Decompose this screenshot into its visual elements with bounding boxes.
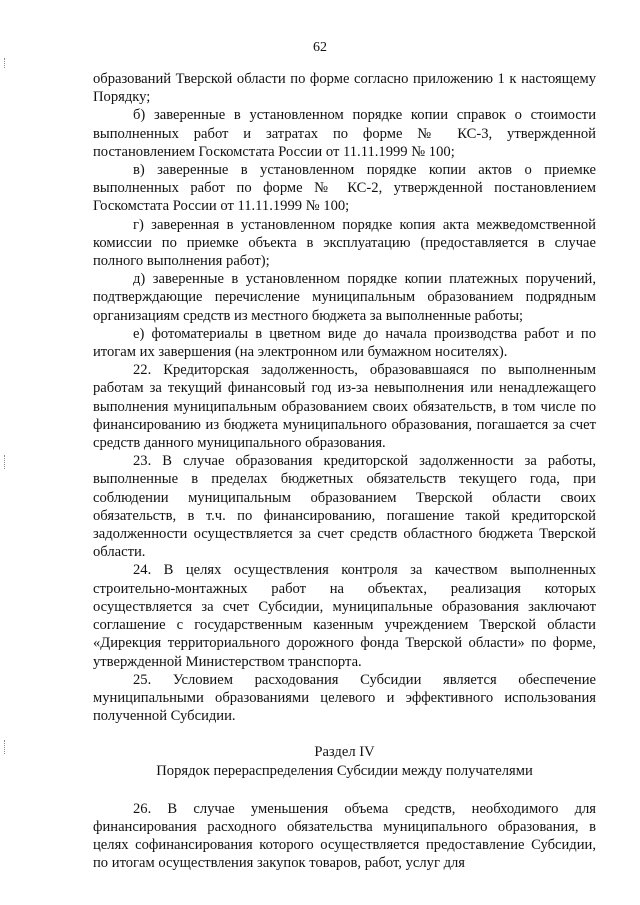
page-number: 62 [313, 40, 327, 55]
paragraph-item-e: е) фотоматериалы в цветном виде до начала производства работ и по итогам их завершения (на электронном или бумажном носителях). [93, 325, 596, 361]
paragraph-26: 26. В случае уменьшения объема средств, необходимого для финансирования расходного обязательства муниципального образования, в целях софинансирования которого осуществляется предоставление Субсидии, по итогам осуществления закупок товаров, работ, услуг для [93, 800, 596, 872]
paragraph-item-d: д) заверенные в установленном порядке копии платежных поручений, подтверждающие перечисление муниципальным образованием подрядным организациям средств из местного бюджета за выполненные работы; [93, 271, 596, 324]
paragraph-22: 22. Кредиторская задолженность, образовавшаяся по выполненным работам за текущий финансовый год из-за невыполнения или ненадлежащего выполнения муниципальным образованием своих обязательств, в том числе по финансированию из бюджета муниципального образования, погашается за счет средств данного муниципального образования. [93, 362, 596, 452]
paragraph-continuation: образований Тверской области по форме согласно приложению 1 к настоящему Порядку; [93, 71, 596, 106]
paragraph-24: 24. В целях осуществления контроля за качеством выполненных строительно-монтажных работ на объектах, реализация которых осуществляется за счет Субсидии, муниципальные образования заключают соглашение с государственным казенным учреждением Тверской области «Дирекция территориального дорожного фонда Тверской области» по форме, утвержденной Министерством транспорта. [93, 562, 596, 670]
paragraph-item-b: б) заверенные в установленном порядке копии справок о стоимости выполненных работ и затратах по форме № КС-3, утвержденной постановлением Госкомстата России от 11.11.1999 № 100; [93, 107, 596, 160]
section-title: Раздел IV [314, 744, 375, 761]
margin-mark-middle [4, 455, 6, 469]
margin-mark-lower [4, 740, 6, 754]
section-subtitle: Порядок перераспределения Субсидии между получателями [156, 762, 533, 779]
paragraph-item-v: в) заверенные в установленном порядке копии актов о приемке выполненных работ по форме № КС-2, утвержденной постановлением Госкомстата России от 11.11.1999 № 100; [93, 162, 596, 215]
paragraph-25: 25. Условием расходования Субсидии является обеспечение муниципальными образованиями целевого и эффективного использования полученной Субсидии. [93, 671, 596, 725]
document-body [93, 70, 596, 873]
section-heading [93, 743, 596, 779]
margin-mark-top [4, 58, 6, 68]
paragraph-item-g: г) заверенная в установленном порядке копия акта межведомственной комиссии по приемке объекта в эксплуатацию (предоставляется в случае полного выполнения работ); [93, 216, 596, 270]
paragraph-23: 23. В случае образования кредиторской задолженности за работы, выполненные в пределах бюджетных обязательств текущего года, при соблюдении муниципальным образованием Тверской области своих обязательств, в т.ч. по финансированию, погашение такой кредиторской задолженности осуществляется за счет средств областного бюджета Тверской области. [93, 453, 596, 561]
